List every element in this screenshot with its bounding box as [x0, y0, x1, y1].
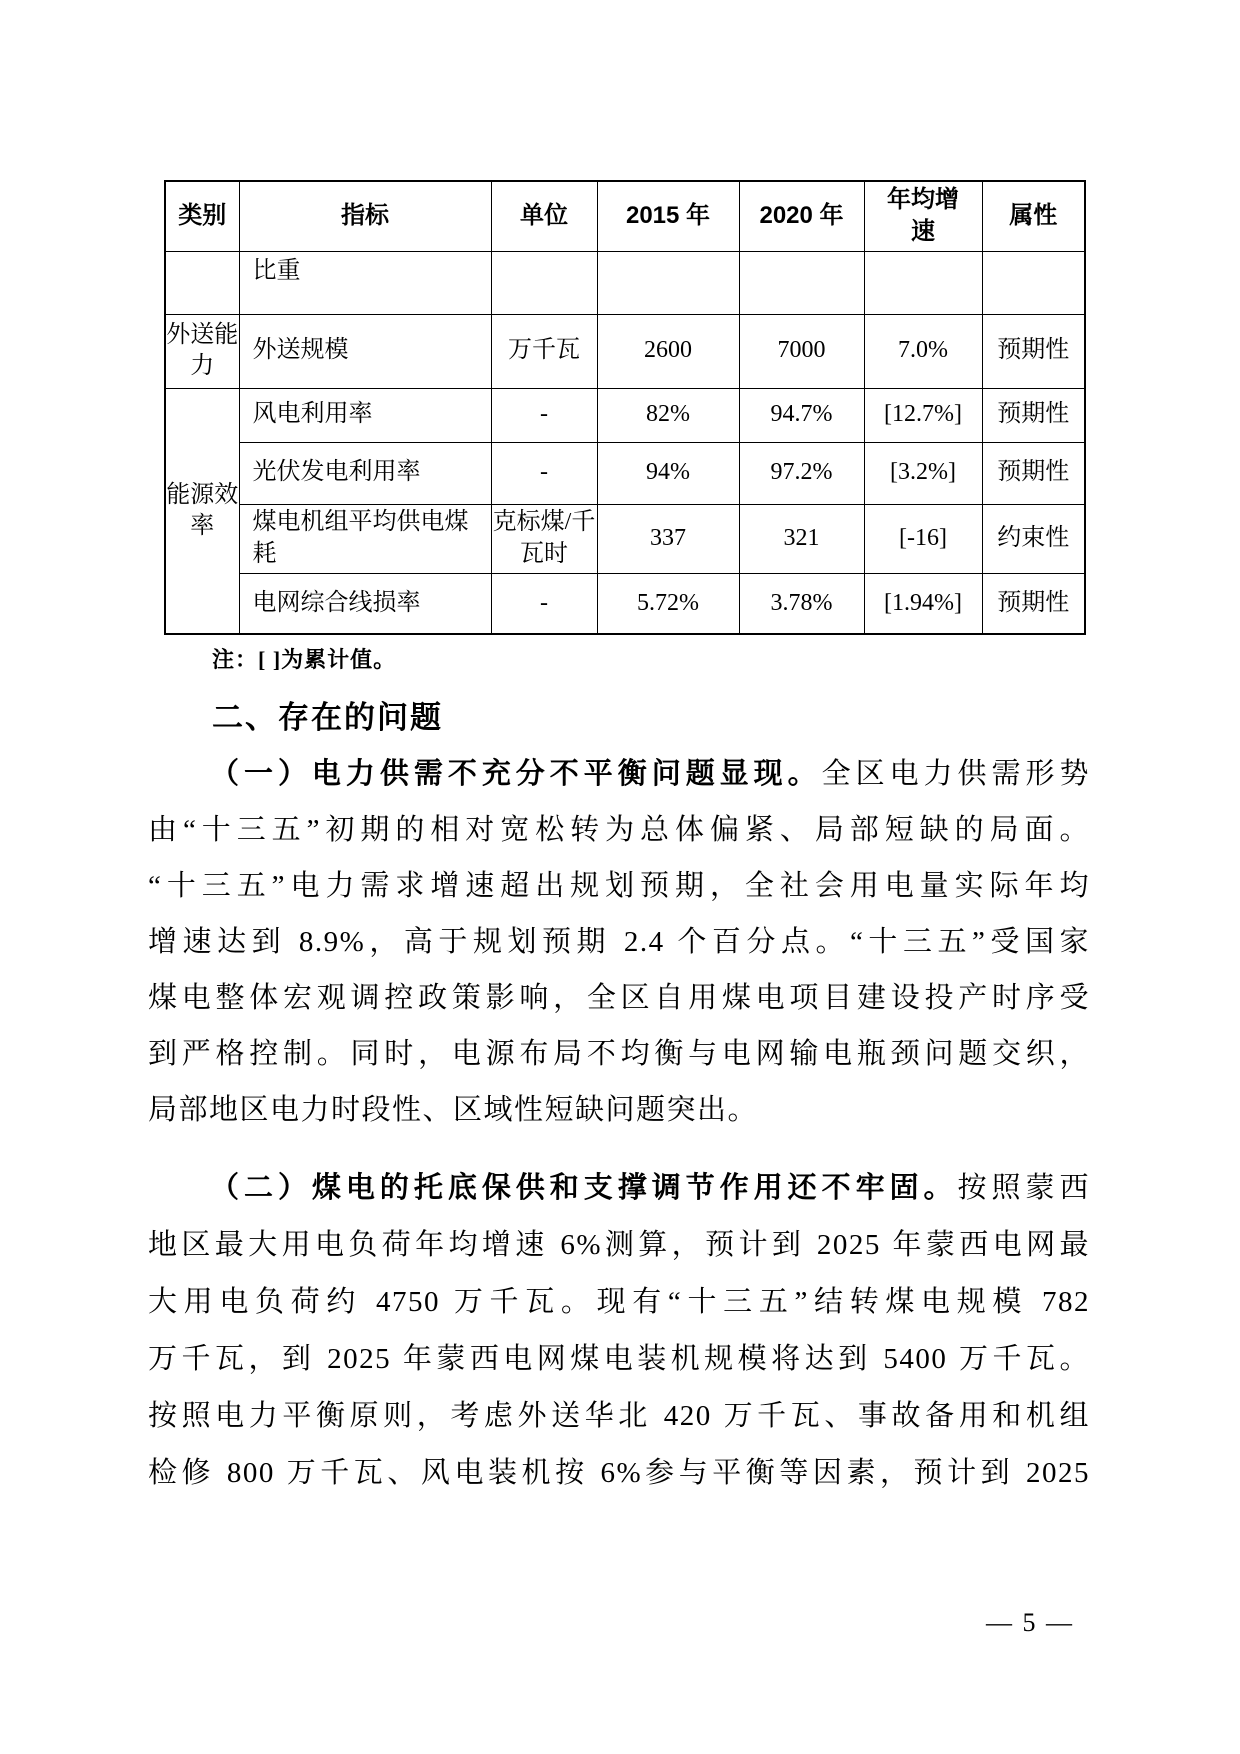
page-number: — 5 —	[986, 1608, 1074, 1637]
header-category: 类别	[165, 181, 239, 251]
table-note: 注：[ ]为累计值。	[212, 647, 397, 672]
table-row	[165, 251, 1085, 314]
cell-2015	[597, 251, 739, 314]
cell-growth: [1.94%]	[864, 573, 982, 634]
cell-unit: 克标煤/千瓦时	[491, 504, 597, 573]
cell-unit: -	[491, 573, 597, 634]
cell-growth: [-16]	[864, 504, 982, 573]
para1-line: 增速达到 8.9%，高于规划预期 2.4 个百分点。“十三五”受国家	[148, 926, 1090, 958]
table-row	[165, 314, 1085, 388]
cell-attribute	[982, 251, 1085, 314]
cell-2015: 5.72%	[597, 573, 739, 634]
table-header-row	[165, 181, 1085, 251]
para1-line	[148, 746, 1090, 802]
cell-attribute: 预期性	[982, 388, 1085, 442]
cell-attribute: 预期性	[982, 573, 1085, 634]
section-heading: 二、存在的问题	[212, 700, 443, 735]
cell-indicator: 电网综合线损率	[239, 573, 491, 634]
para1-line: “十三五”电力需求增速超出规划预期，全社会用电量实际年均	[148, 870, 1090, 902]
para2-text: 按照蒙西	[957, 1172, 1090, 1204]
para1-text: 全区电力供需形势	[821, 758, 1090, 790]
cell-unit: -	[491, 442, 597, 504]
cell-attribute: 预期性	[982, 442, 1085, 504]
cell-2020	[739, 251, 864, 314]
para1-line: 局部地区电力时段性、区域性短缺问题突出。	[148, 1094, 759, 1126]
cell-growth: [3.2%]	[864, 442, 982, 504]
header-2020: 2020 年	[739, 181, 864, 251]
cell-indicator: 煤电机组平均供电煤耗	[239, 504, 491, 573]
header-growth: 年均增速	[864, 181, 982, 251]
cell-2015: 337	[597, 504, 739, 573]
table-row	[165, 504, 1085, 573]
table-row	[165, 573, 1085, 634]
table-row	[165, 388, 1085, 442]
para2-line: 按照电力平衡原则，考虑外送华北 420 万千瓦、事故备用和机组	[148, 1400, 1090, 1432]
para2-line: 大用电负荷约 4750 万千瓦。现有“十三五”结转煤电规模 782	[148, 1286, 1090, 1318]
cell-indicator: 风电利用率	[239, 388, 491, 442]
cell-2020: 3.78%	[739, 573, 864, 634]
paragraph-1	[148, 746, 1090, 1138]
header-indicator: 指标	[239, 181, 491, 251]
cell-2020: 94.7%	[739, 388, 864, 442]
cell-2015: 2600	[597, 314, 739, 388]
para2-line: 地区最大用电负荷年均增速 6%测算，预计到 2025 年蒙西电网最	[148, 1229, 1090, 1261]
cell-attribute: 预期性	[982, 314, 1085, 388]
cell-2015: 82%	[597, 388, 739, 442]
cell-2020: 97.2%	[739, 442, 864, 504]
cell-2020: 321	[739, 504, 864, 573]
cell-growth: 7.0%	[864, 314, 982, 388]
para1-line: 煤电整体宏观调控政策影响，全区自用煤电项目建设投产时序受	[148, 982, 1090, 1014]
indicator-table	[164, 180, 1086, 635]
para2-bold-lead: （二）煤电的托底保供和支撑调节作用还不牢固。	[210, 1172, 958, 1204]
cell-unit: -	[491, 388, 597, 442]
cell-unit: 万千瓦	[491, 314, 597, 388]
cell-indicator: 比重	[239, 251, 491, 314]
paragraph-2	[148, 1160, 1090, 1502]
cell-growth	[864, 251, 982, 314]
cell-unit	[491, 251, 597, 314]
table-row	[165, 442, 1085, 504]
para2-line: 万千瓦，到 2025 年蒙西电网煤电装机规模将达到 5400 万千瓦。	[148, 1343, 1090, 1375]
cell-category: 外送能力	[165, 314, 239, 388]
cell-2015: 94%	[597, 442, 739, 504]
cell-2020: 7000	[739, 314, 864, 388]
para2-line	[148, 1160, 1090, 1217]
header-unit: 单位	[491, 181, 597, 251]
cell-category	[165, 251, 239, 314]
para1-line: 到严格控制。同时，电源布局不均衡与电网输电瓶颈问题交织，	[148, 1038, 1090, 1070]
cell-indicator: 光伏发电利用率	[239, 442, 491, 504]
cell-category: 能源效率	[165, 388, 239, 634]
header-2015: 2015 年	[597, 181, 739, 251]
cell-attribute: 约束性	[982, 504, 1085, 573]
cell-growth: [12.7%]	[864, 388, 982, 442]
para1-bold-lead: （一）电力供需不充分不平衡问题显现。	[210, 758, 822, 790]
cell-indicator: 外送规模	[239, 314, 491, 388]
header-attribute: 属性	[982, 181, 1085, 251]
para1-line: 由“十三五”初期的相对宽松转为总体偏紧、局部短缺的局面。	[148, 814, 1090, 846]
para2-line: 检修 800 万千瓦、风电装机按 6%参与平衡等因素，预计到 2025	[148, 1457, 1090, 1489]
